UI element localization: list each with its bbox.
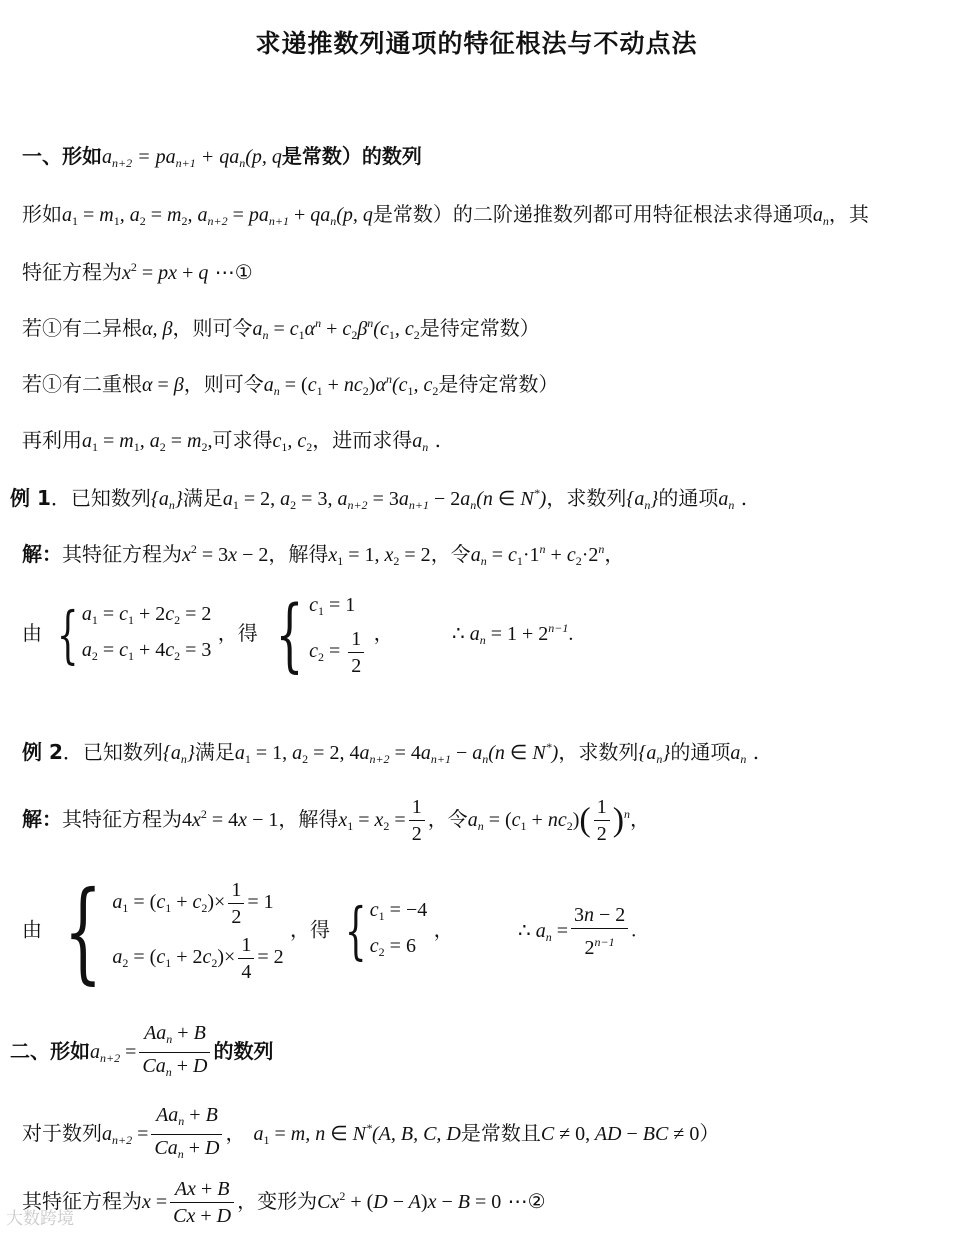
section2-heading: 二、形如$a_{n+2}$ = $\frac{Aa_n + B}{Ca_n + D}$ 的数列: [10, 1022, 274, 1079]
section1-heading: 一、形如$a_{n+2} = pa_{n+1} + qa_n(p$, q是常数）的数列: [22, 144, 422, 170]
example2-system: 由 { $a_1 = (c_1 + c_2)\times$ $\frac{1}{2}$ = 1 $a_2 = (c_1 + 2c_2)\times$ $\frac{1}{4}$ = 2 ，得 { $c_1 = -4$ $c_2 = 6$ ， ∴ $a_n$ = $\frac{3n - 2}{2^{n-1}}$ .: [22, 867, 637, 995]
page-title: 求递推数列通项的特征根法与不动点法: [255, 29, 698, 58]
char-equation-line: 特征方程为$x^2$ = px + q ⋯①: [22, 260, 253, 284]
distinct-roots-line: 若①有二异根α, β，则可令$a_n = c_1\alpha^n + c_2\beta^n(c_1$, $c_2$是待定常数）: [22, 316, 540, 342]
example1-system: 由 { $a_1 = c_1 + 2c_2 = 2$ $a_2 = c_1 + 4c_2 = 3$ ，得 { $c_1 = 1$ $c_2$ = $\frac{1}{2}$ ， ∴ $a_n = 1 + 2^{n-1}$.: [22, 587, 574, 681]
example1-system-left: { $a_1 = c_1 + 2c_2 = 2$ $a_2 = c_1 + 4c_2 = 3$: [57, 597, 212, 671]
example2-system-left: { $a_1 = (c_1 + c_2)\times$ $\frac{1}{2}$ = 1 $a_2 = (c_1 + 2c_2)\times$ $\frac{1}{4}$ = 2: [64, 867, 284, 995]
watermark: 大数跨境: [6, 1209, 74, 1229]
example2-system-right: { $c_1 = -4$ $c_2 = 6$: [345, 894, 428, 967]
reuse-line: 再利用$a_1 = m_1$, $a_2 = m_2$,可求得$c_1$, $c_2$，进而求得$a_n$ .: [22, 428, 441, 454]
example1-statement: 例 1．已知数列$\{a_n\}$满足$a_1 = 2$, $a_2 = 3$, $a_{n+2} = 3a_{n+1} - 2a_n(n$ ∈ N*)，求数列$\{a_n\}$的通项$a_n$ .: [10, 486, 748, 512]
section2-definition: 对于数列$a_{n+2}$ = $\frac{Aa_n + B}{Ca_n + D}$ ， $a_1 = m$, n ∈ N*(A, B, C, D是常数且C ≠ 0, AD − BC ≠ 0）: [22, 1104, 720, 1161]
section2-char-equation: 其特征方程为x = $\frac{Ax + B}{Cx + D}$ ，变形为Cx$^2$ + (D − A)x − B = 0 ⋯②: [22, 1178, 546, 1227]
example1-system-right: { $c_1 = 1$ $c_2$ = $\frac{1}{2}$: [264, 590, 367, 679]
section1-intro: 形如$a_1 = m_1$, $a_2 = m_2$, $a_{n+2} = pa_{n+1} + qa_n(p$, q是常数）的二阶递推数列都可用特征根法求得通项$a_n$，其: [22, 202, 869, 228]
example1-solution: 解：其特征方程为$x^2 = 3x - 2$，解得$x_1 = 1$, $x_2 = 2$，令$a_n = c_1\cdot 1^n + c_2\cdot 2^n$，: [22, 542, 625, 568]
example2-statement: 例 2．已知数列$\{a_n\}$满足$a_1 = 1$, $a_2 = 2$, $4a_{n+2} = 4a_{n+1} - a_n(n$ ∈ N*)，求数列$\{a_n\}$的通项$a_n$ .: [22, 740, 760, 766]
example2-solution: 解：其特征方程为$4x^2 = 4x - 1$，解得$x_1 = x_2$ = $\frac{1}{2}$ ，令$a_n = (c_1 + nc_2)$( $\frac{1}{2}$ )$^n$，: [22, 796, 651, 845]
double-root-line: 若①有二重根α = β，则可令$a_n = (c_1 + nc_2)\alpha^n(c_1$, $c_2$是待定常数）: [22, 372, 559, 398]
